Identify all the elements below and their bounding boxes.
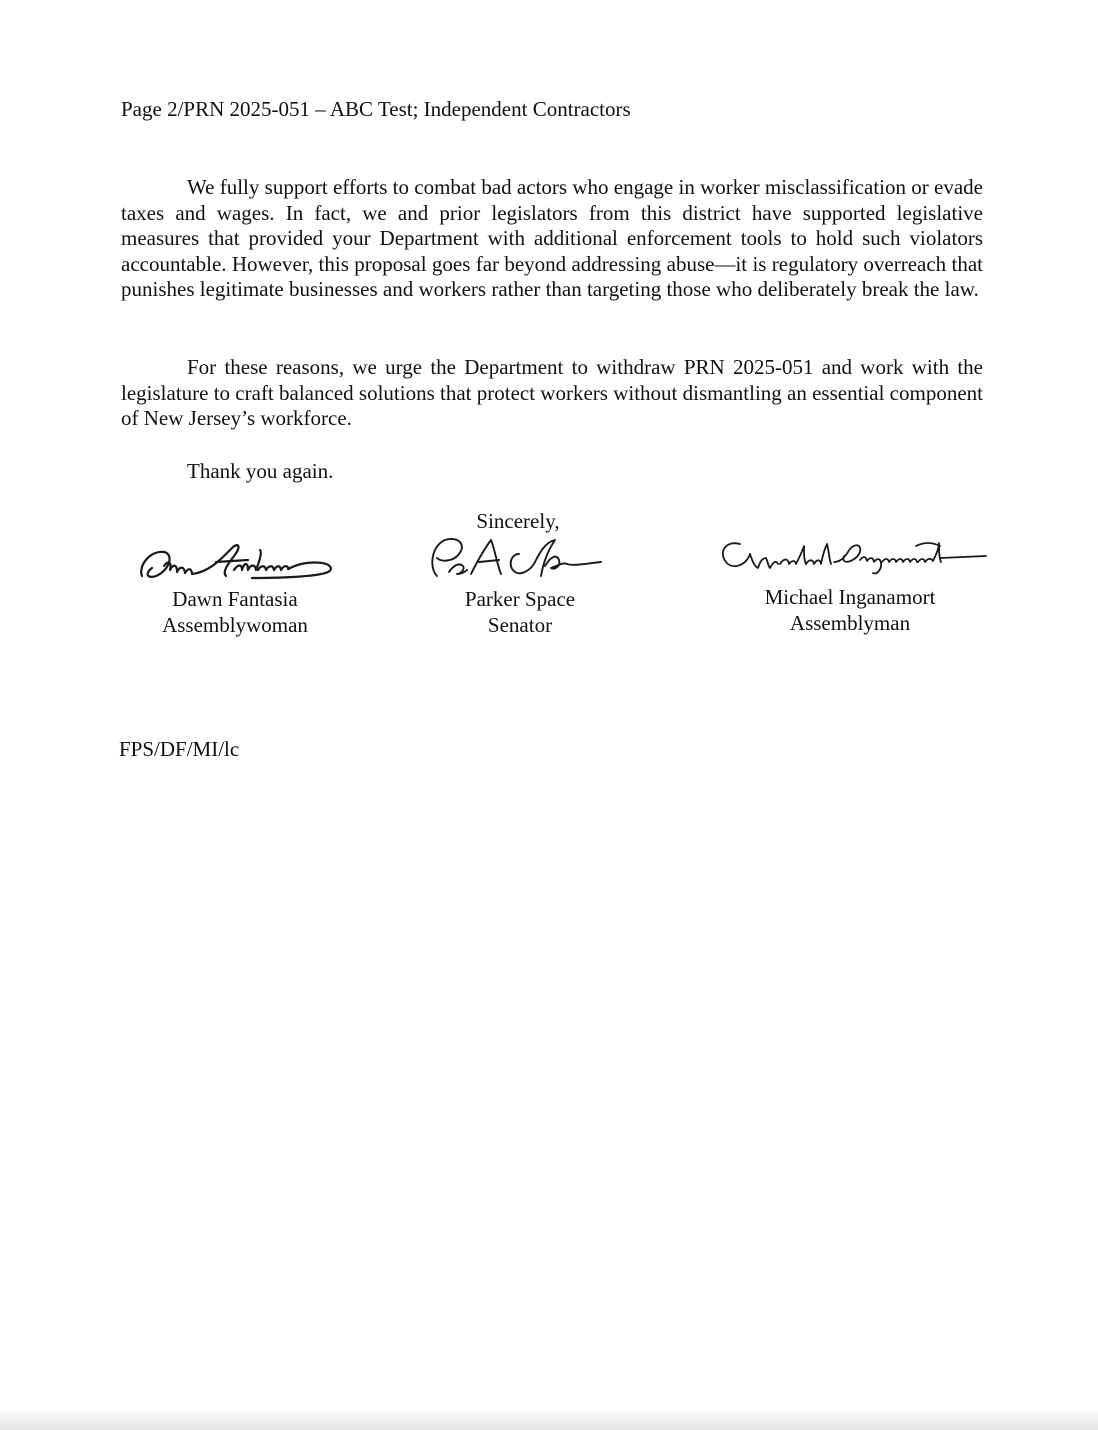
signer-block-fantasia <box>130 536 340 638</box>
signer-title: Assemblyman <box>789 611 911 635</box>
thanks-line: Thank you again. <box>187 459 334 483</box>
signer-title: Assemblywoman <box>162 613 308 637</box>
page-header: Page 2/PRN 2025-051 – ABC Test; Independent Contractors <box>121 97 631 121</box>
page-bottom-edge <box>0 1408 1098 1430</box>
signer-title: Senator <box>487 613 553 637</box>
signature-space <box>415 532 625 586</box>
signature-inganamort <box>710 532 990 584</box>
signer-block-space <box>410 532 630 638</box>
body-paragraph-2: For these reasons, we urge the Department to withdraw PRN 2025-051 and work with the legislature to craft balanced solutions that protect workers without dismantling an essential component of New Jersey’s workforce. <box>121 355 983 431</box>
reference-initials: FPS/DF/MI/lc <box>119 737 240 761</box>
closing-line: Sincerely, <box>476 509 560 533</box>
body-paragraph-1: We fully support efforts to combat bad actors who engage in worker misclassification or evade taxes and wages. In fact, we and prior legislators from this district have supported legislative measures that provided your Department with additional enforcement tools to hold such violators accountable. However, this proposal goes far beyond addressing abuse—it is regulatory overreach that punishes legitimate businesses and workers rather than targeting those who deliberately break the law. <box>121 175 983 302</box>
signer-name: Parker Space <box>464 587 576 611</box>
signer-name: Dawn Fantasia <box>172 587 298 611</box>
signer-block-inganamort <box>705 532 995 636</box>
signature-fantasia <box>130 536 350 586</box>
signer-name: Michael Inganamort <box>764 585 936 609</box>
